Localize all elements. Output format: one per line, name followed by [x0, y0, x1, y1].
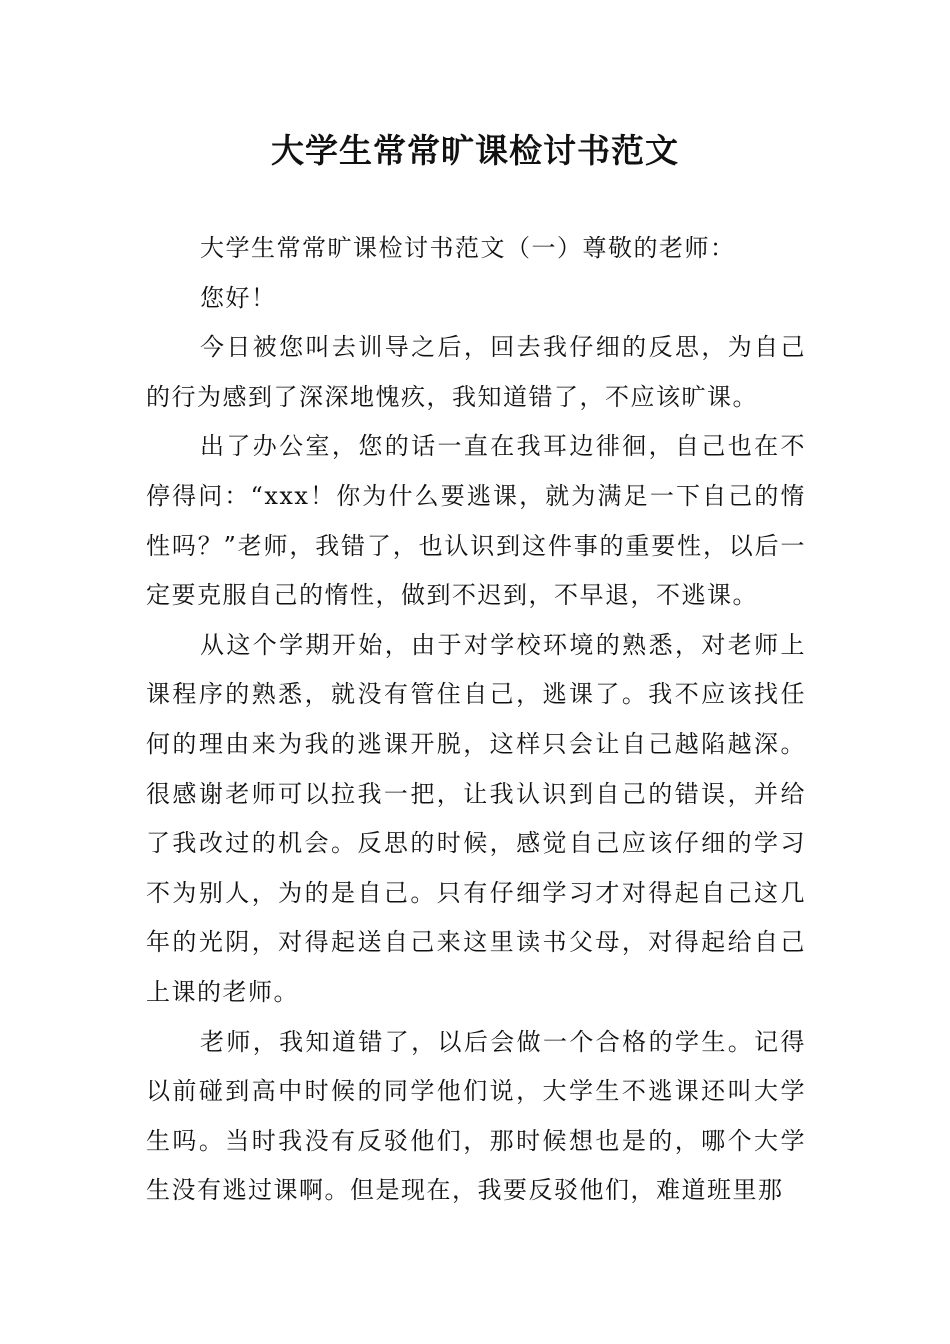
paragraph-heading-line: 大学生常常旷课检讨书范文（一）尊敬的老师： — [200, 234, 736, 262]
document-body — [146, 224, 806, 1216]
paragraph-greeting: 您好！ — [200, 283, 277, 312]
document-title: 大学生常常旷课检讨书范文 — [271, 131, 679, 170]
paragraph: 今日被您叫去训导之后，回去我仔细的反思，为自己的行为感到了深深地愧疚，我知道错了，不应该旷课。 — [146, 333, 806, 411]
paragraph: 从这个学期开始，由于对学校环境的熟悉，对老师上课程序的熟悉，就没有管住自己，逃课了。我不应该找任何的理由来为我的逃课开脱，这样只会让自己越陷越深。很感谢老师可以拉我一把，让我认识到自己的错误，并给了我改过的机会。反思的时候，感觉自己应该仔细的学习不为别人，为的是自己。只有仔细学习才对得起自己这几年的光阴，对得起送自己来这里读书父母，对得起给自己上课的老师。 — [146, 630, 806, 1006]
paragraph: 老师，我知道错了，以后会做一个合格的学生。记得以前碰到高中时候的同学他们说，大学生不逃课还叫大学生吗。当时我没有反驳他们，那时候想也是的，哪个大学生没有逃过课啊。但是现在，我要反驳他们，难道班里那 — [146, 1027, 806, 1205]
paragraph: 出了办公室，您的话一直在我耳边徘徊，自己也在不停得问：“xxx！你为什么要逃课，就为满足一下自己的惰性吗？”老师，我错了，也认识到这件事的重要性，以后一定要克服自己的惰性，做到不迟到，不早退，不逃课。 — [146, 432, 806, 610]
